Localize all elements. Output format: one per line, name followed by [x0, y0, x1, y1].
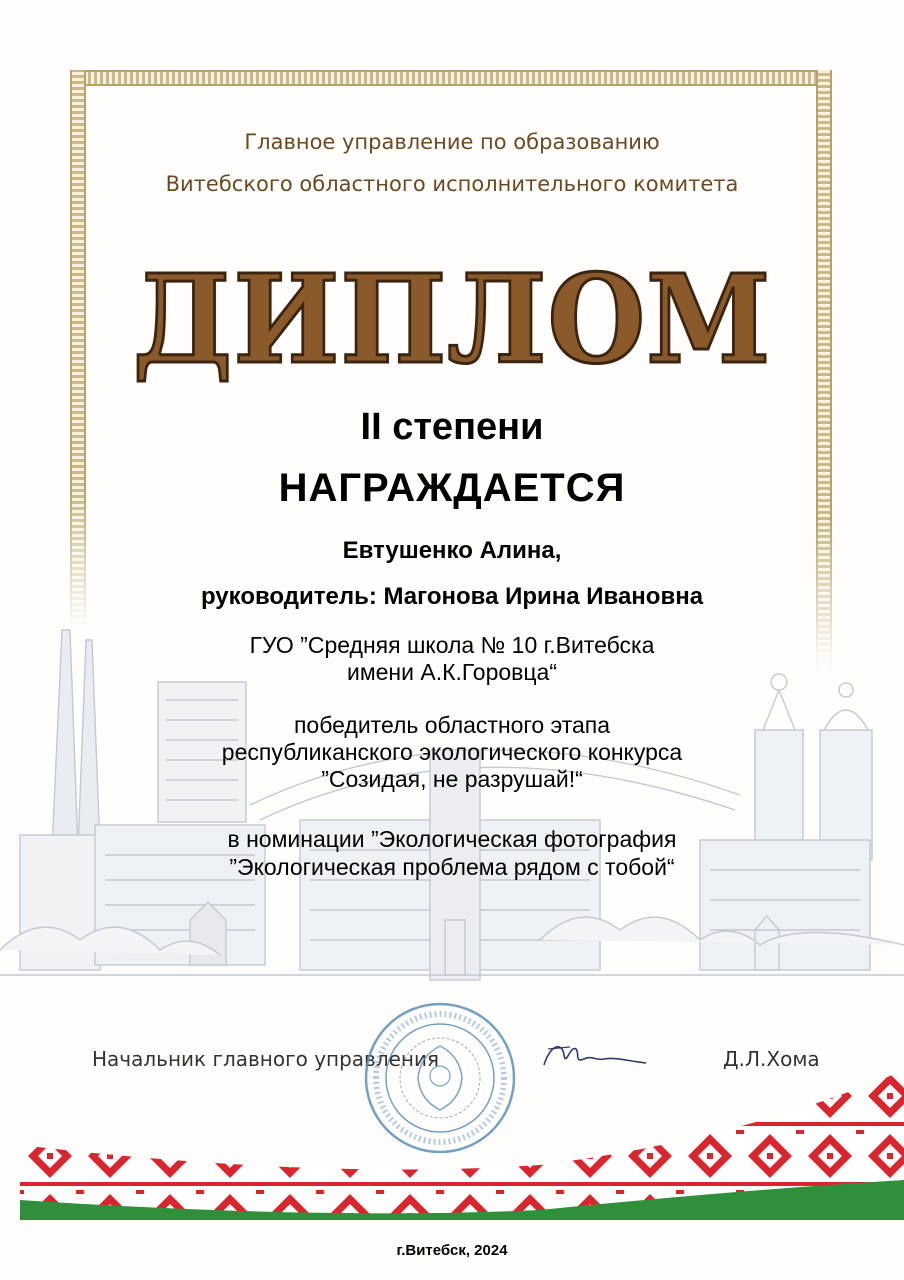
organization-line-1: Главное управление по образованию — [244, 130, 660, 154]
diploma-title: ДИПЛОМ — [132, 247, 772, 391]
achievement-line-2: республиканского экологического конкурса — [221, 739, 683, 765]
school-line-1: ГУО ”Средняя школа № 10 г.Витебска — [249, 632, 655, 658]
handwritten-signature — [540, 1035, 650, 1075]
achievement-line-3: ”Созидая, не разрушай!“ — [321, 766, 583, 792]
organization-line-2: Витебского областного исполнительного комитета — [165, 172, 739, 196]
recipient-name: Евтушенко Алина, — [342, 537, 562, 564]
achievement-line-1: победитель областного этапа — [293, 712, 611, 738]
frame-border-top — [70, 70, 832, 86]
city-and-year: г.Витебск, 2024 — [396, 1242, 508, 1259]
signatory-name: Д.Л.Хома — [723, 1047, 820, 1071]
school-line-2: имени А.К.Горовца“ — [346, 659, 558, 685]
awarded-heading: НАГРАЖДАЕТСЯ — [278, 466, 626, 510]
signature-title: Начальник главного управления — [92, 1047, 440, 1071]
recipient-leader: руководитель: Магонова Ирина Ивановна — [200, 583, 704, 610]
degree-text: II степени — [360, 406, 544, 448]
official-seal — [360, 998, 520, 1158]
nomination-line-2: ”Экологическая проблема рядом с тобой“ — [229, 854, 675, 880]
nomination-line-1: в номинации ”Экологическая фотография — [227, 826, 677, 852]
